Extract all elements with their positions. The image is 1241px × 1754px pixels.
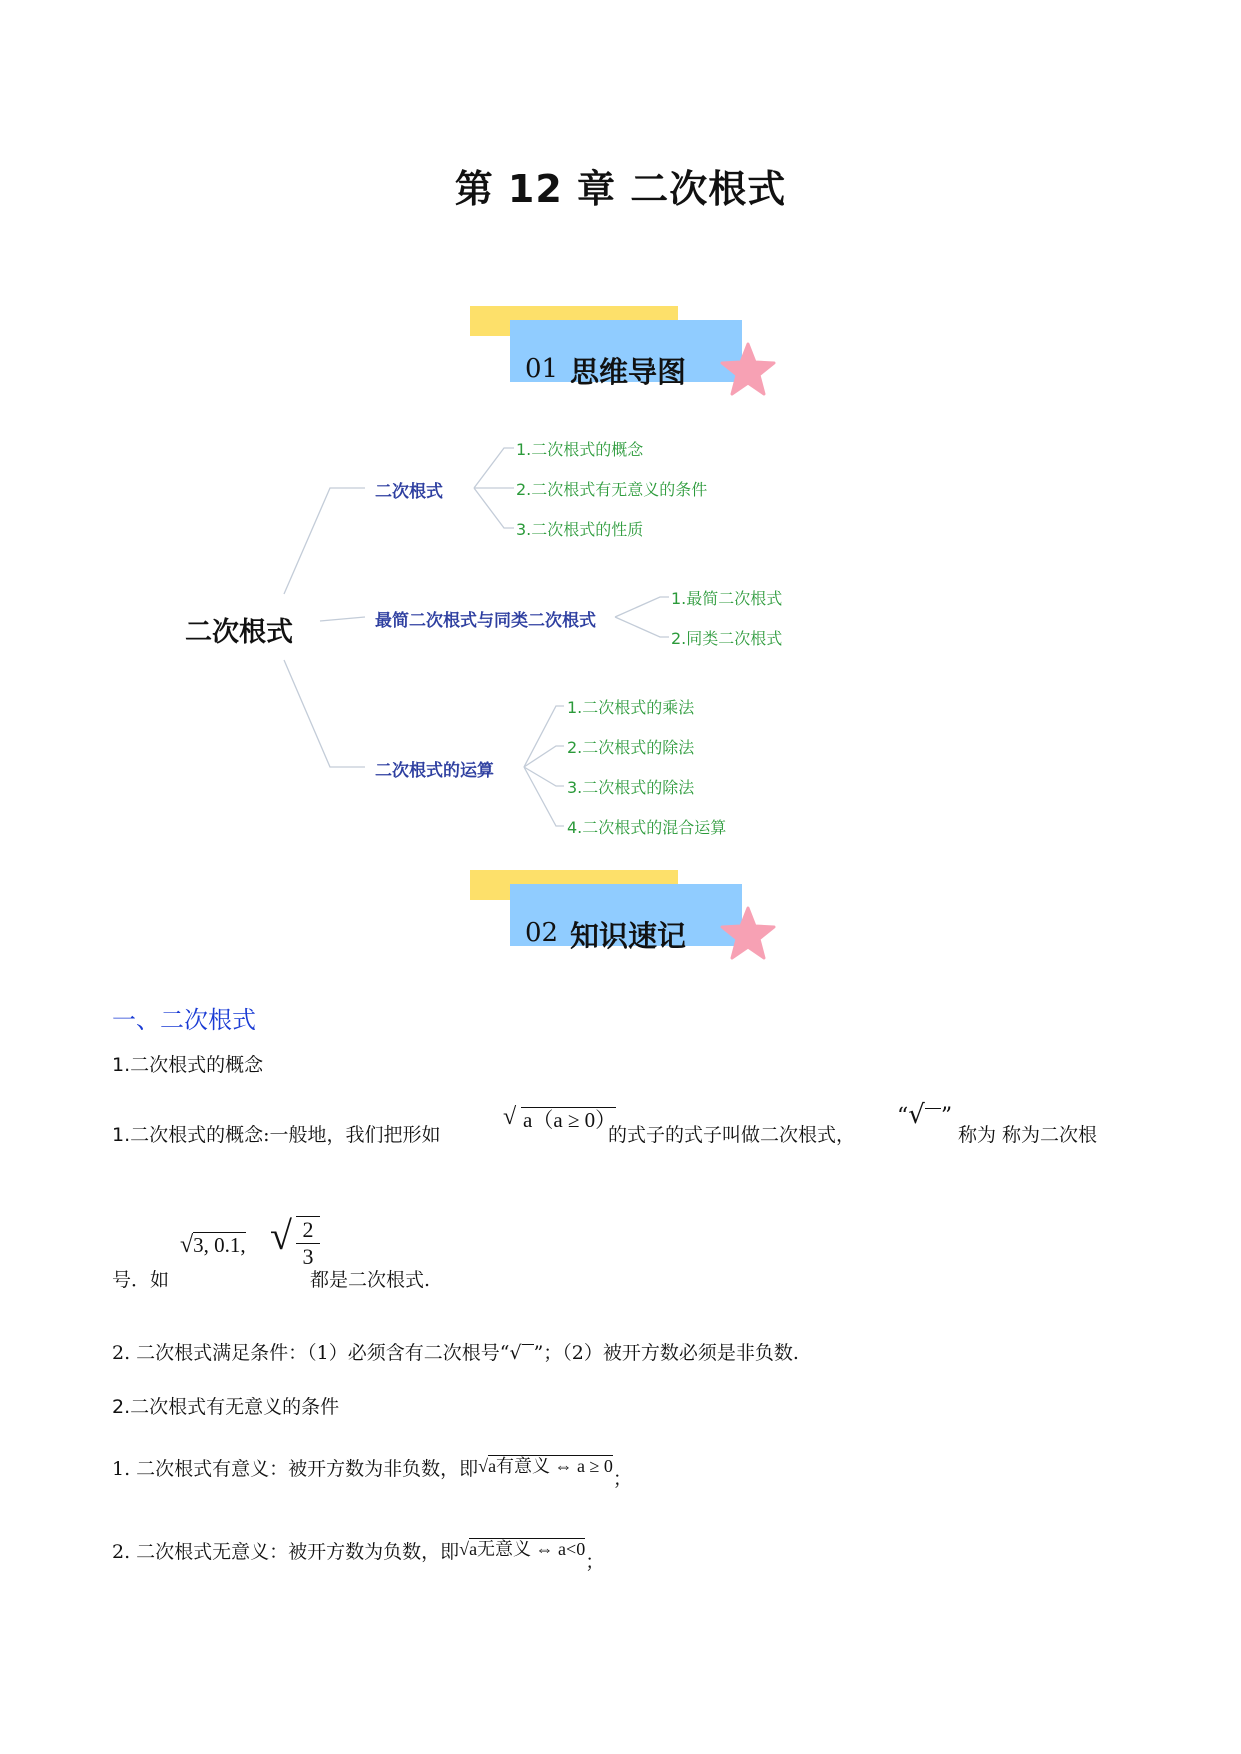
mindmap-branch-label: 二次根式的运算 xyxy=(375,761,494,781)
mindmap-branch-label: 最简二次根式与同类二次根式 xyxy=(375,611,596,631)
paragraph-line: 2. 二次根式无意义：被开方数为负数，即√a无意义 ⇔ a<0； xyxy=(112,1539,605,1573)
sqrt-bar xyxy=(925,1108,941,1109)
mindmap-branch-label: 二次根式 xyxy=(375,482,443,502)
sqrt-bar xyxy=(522,1344,534,1345)
mindmap-leaf: 2.同类二次根式 xyxy=(671,629,783,648)
sqrt-icon: √ xyxy=(459,1539,470,1559)
mindmap-leaf: 1.二次根式的乘法 xyxy=(567,698,695,717)
section-banner-notes xyxy=(470,870,770,970)
sqrt-icon: √ xyxy=(503,1104,517,1130)
page-title: 第 12 章 二次根式 xyxy=(454,167,787,211)
sqrt-icon: √ xyxy=(180,1232,194,1258)
mindmap-leaf: 2.二次根式有无意义的条件 xyxy=(516,480,708,499)
formula-examples: √3, 0.1, xyxy=(180,1232,246,1258)
mindmap-leaf: 4.二次根式的混合运算 xyxy=(567,818,727,837)
mindmap-leaf: 3.二次根式的性质 xyxy=(516,520,644,539)
sqrt-icon: √ xyxy=(270,1213,292,1258)
section-label: 思维导图 xyxy=(570,355,687,389)
section-number: 02 xyxy=(525,918,559,948)
subsection-heading: 2.二次根式有无意义的条件 xyxy=(112,1396,340,1418)
mindmap-leaf: 3.二次根式的除法 xyxy=(567,778,695,797)
paragraph-text: 号．如 xyxy=(112,1269,170,1291)
mindmap-root: 二次根式 xyxy=(185,617,293,648)
section-heading: 一、二次根式 xyxy=(112,1006,256,1034)
paragraph-line: 1.二次根式的概念:一般地，我们把形如 xyxy=(112,1124,441,1146)
mindmap-leaf: 1.二次根式的概念 xyxy=(516,440,644,459)
sqrt-icon: √ xyxy=(908,1100,925,1130)
paragraph-text: 称为 称为二次根 xyxy=(958,1124,1098,1146)
sqrt-radical: √ a（a ≥ 0） xyxy=(503,1104,617,1132)
formula-sqrt-a xyxy=(505,1104,616,1134)
sqrt-symbol-quoted: “√ ” xyxy=(897,1100,953,1130)
paragraph-text: 的式子的式子叫做二次根式， xyxy=(608,1124,856,1146)
section-label: 知识速记 xyxy=(570,919,687,953)
sqrt-icon: √ xyxy=(478,1456,489,1476)
paragraph-text: 都是二次根式. xyxy=(310,1269,431,1291)
mindmap-leaf: 2.二次根式的除法 xyxy=(567,738,695,757)
formula-fraction: √ 2 3 xyxy=(270,1212,292,1259)
paragraph-lead: 1.二次根式的概念 xyxy=(112,1124,264,1146)
mindmap-leaf: 1.最简二次根式 xyxy=(671,589,783,608)
paragraph-line: 1. 二次根式有意义：被开方数为非负数，即√a有意义 ⇔ a ≥ 0； xyxy=(112,1456,632,1490)
subsection-heading: 1.二次根式的概念 xyxy=(112,1054,264,1076)
sqrt-icon: √ xyxy=(509,1342,522,1364)
star-icon xyxy=(718,904,778,964)
paragraph-line: 2. 二次根式满足条件：（1）必须含有二次根号“√ ”；（2）被开方数必须是非负数. xyxy=(112,1342,799,1364)
section-number: 01 xyxy=(525,354,559,384)
